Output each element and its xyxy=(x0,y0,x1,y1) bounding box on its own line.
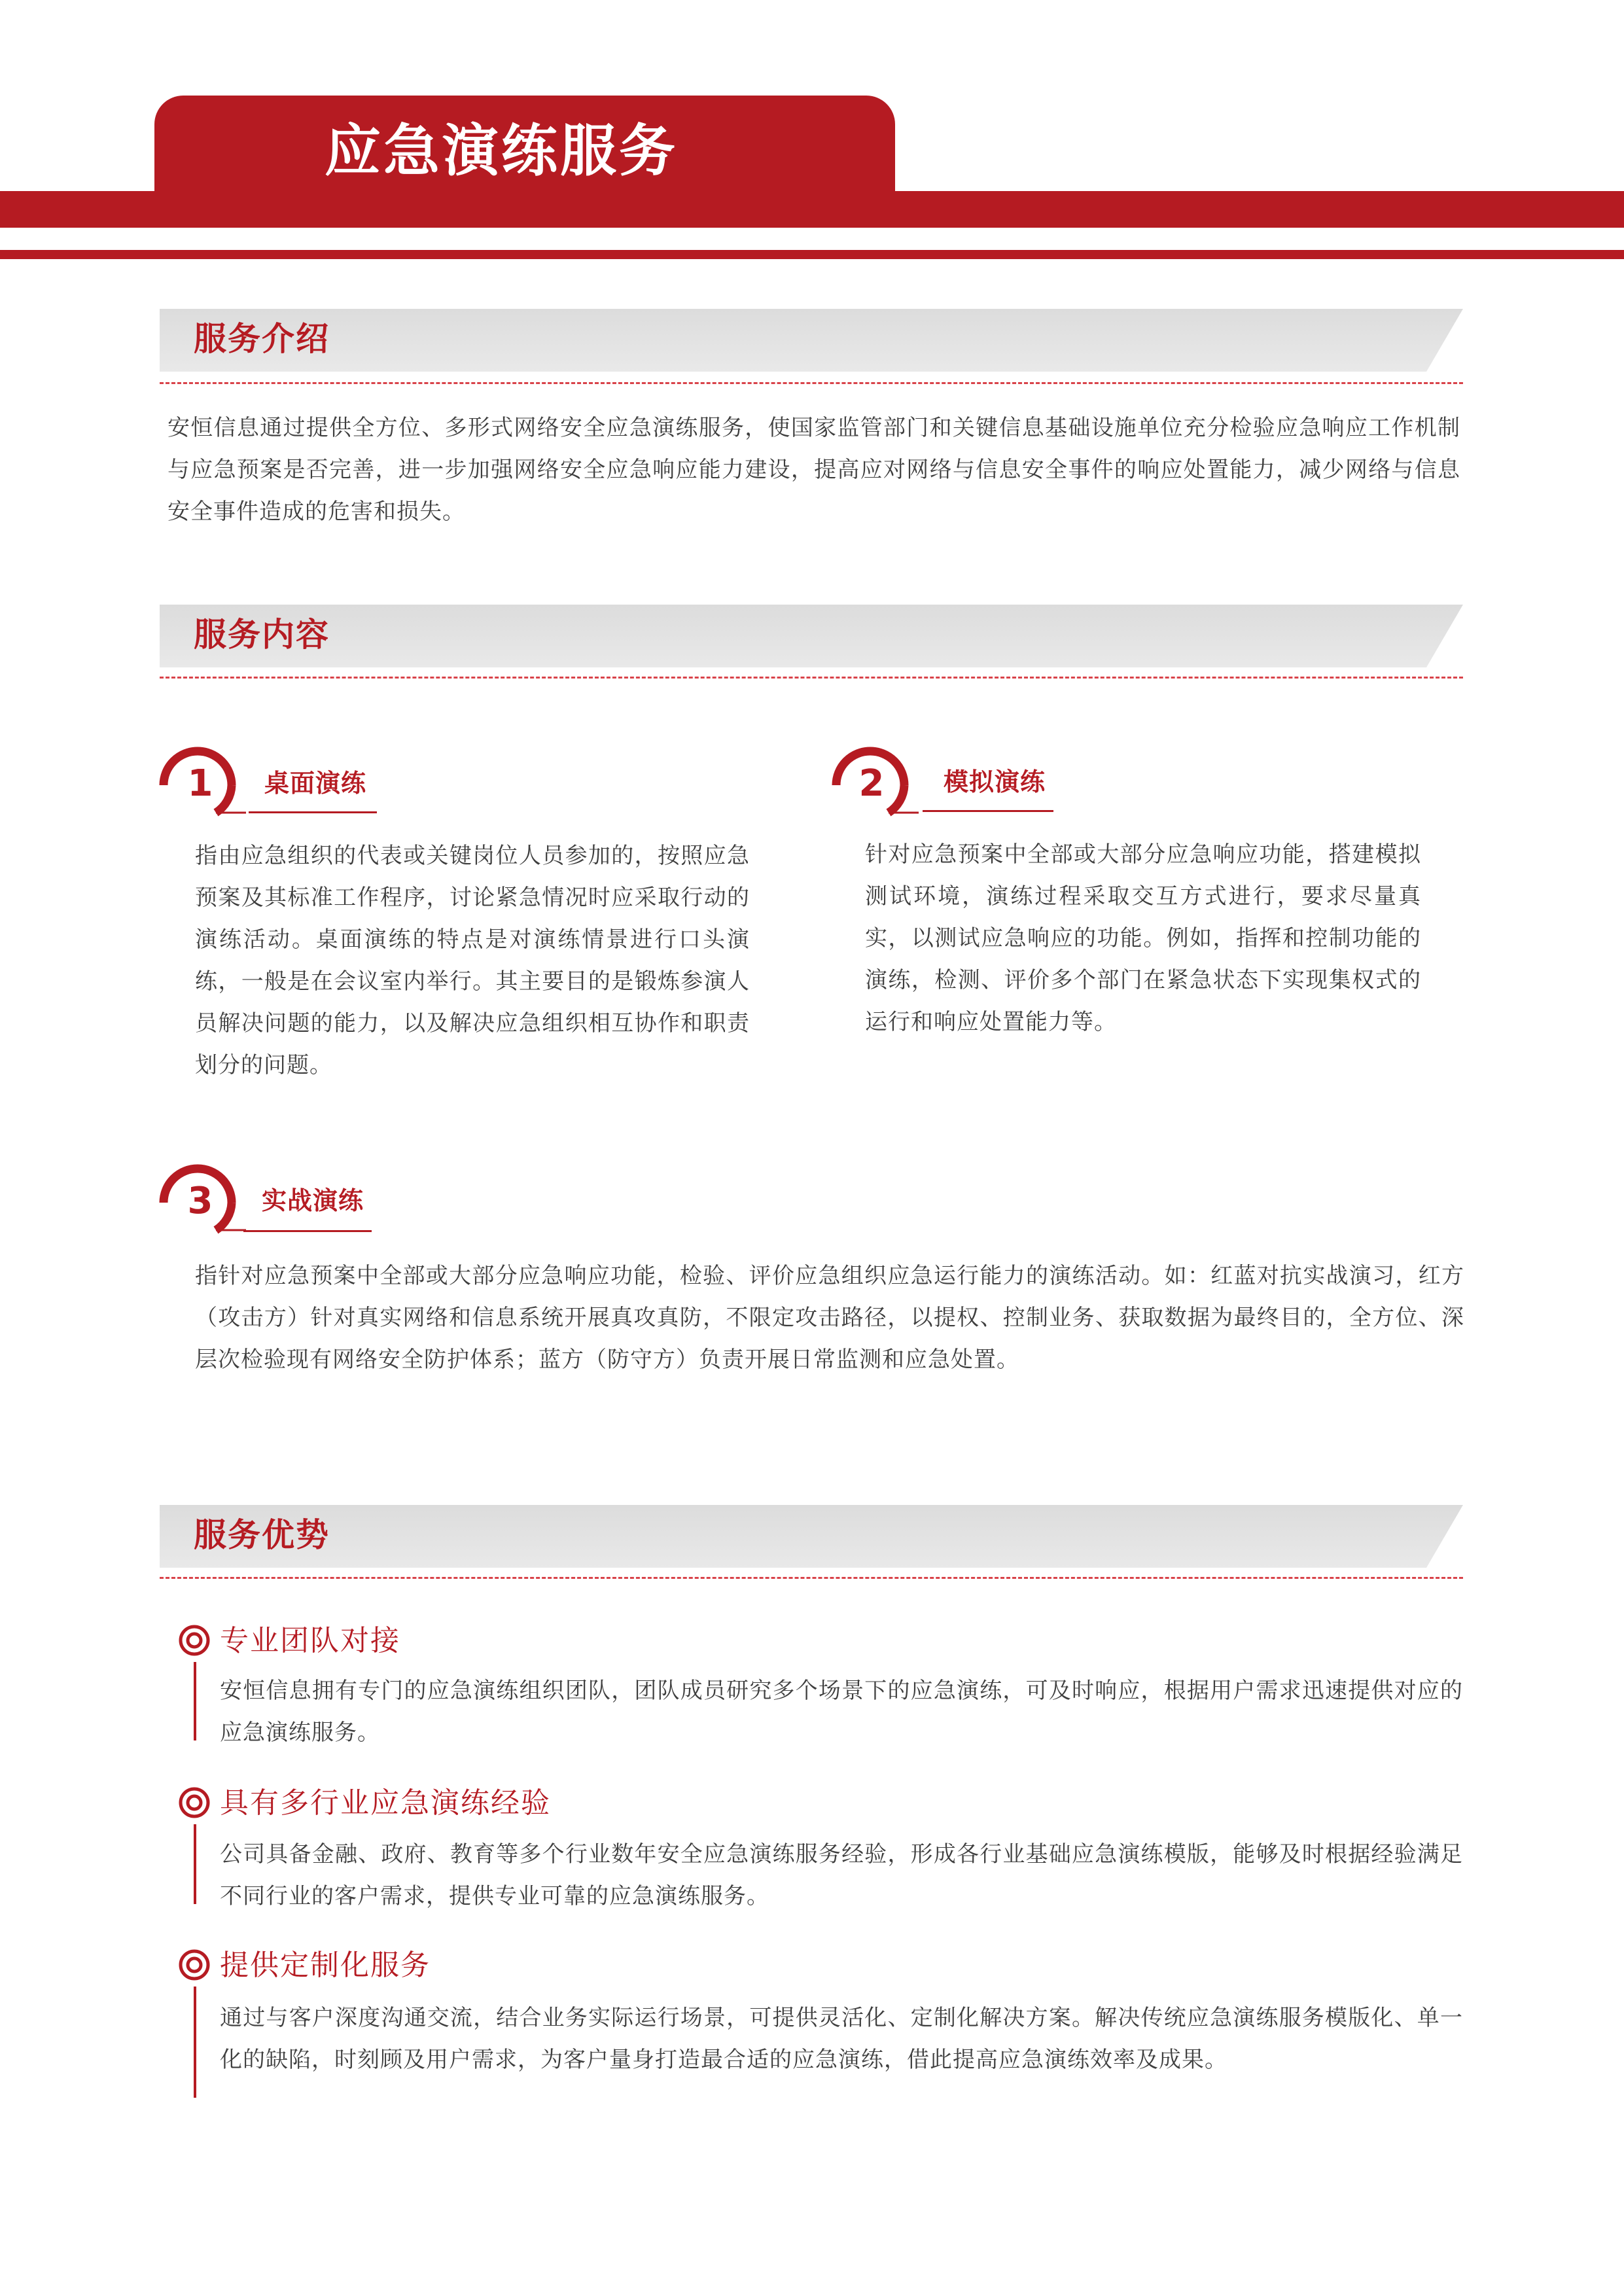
advantage-vline xyxy=(194,1824,196,1904)
banner-bar xyxy=(0,191,1624,228)
item-number-1: 1 xyxy=(187,762,213,805)
item-underline xyxy=(243,1230,372,1232)
section-header-intro xyxy=(160,309,1463,372)
item-text-2: 针对应急预案中全部或大部分应急响应功能，搭建模拟测试环境，演练过程采取交互方式进行，要求尽量真实，以测试应急响应的功能。例如，指挥和控制功能的演练，检测、评价多个部门在紧急状态下实现集权式的运行和响应处置能力等。 xyxy=(865,841,1421,1035)
page-title: 应急演练服务 xyxy=(325,118,678,184)
item-text-3: 指针对应急预案中全部或大部分应急响应功能，检验、评价应急组织应急运行能力的演练活动。如：红蓝对抗实战演习，红方（攻击方）针对真实网络和信息系统开展真攻真防，不限定攻击路径，以提权、控制业务、获取数据为最终目的，全方位、深层次检验现有网络安全防护体系；蓝方（防守方）负责开展日常监测和应急处置。 xyxy=(195,1263,1464,1373)
section-header-content xyxy=(160,605,1463,667)
item-text-1: 指由应急组织的代表或关键岗位人员参加的，按照应急预案及其标准工作程序，讨论紧急情况时应采取行动的演练活动。桌面演练的特点是对演练情景进行口头演练，一般是在会议室内举行。其主要目的是锻炼参演人员解决问题的能力，以及解决应急组织相互协作和职责划分的问题。 xyxy=(195,843,750,1078)
intro-paragraph: 安恒信息通过提供全方位、多形式网络安全应急演练服务，使国家监管部门和关键信息基础设施单位充分检验应急响应工作机制与应急预案是否完善，进一步加强网络安全应急响应能力建设，提高应对网络与信息安全事件的响应处置能力，减少网络与信息安全事件造成的危害和损失。 xyxy=(168,415,1460,525)
advantage-text-1: 安恒信息拥有专门的应急演练组织团队，团队成员研究多个场景下的应急演练，可及时响应，根据用户需求迅速提供对应的应急演练服务。 xyxy=(220,1678,1463,1746)
item-number-2: 2 xyxy=(858,762,885,805)
advantage-text-3: 通过与客户深度沟通交流，结合业务实际运行场景，可提供灵活化、定制化解决方案。解决传统应急演练服务模版化、单一化的缺陷，时刻顾及用户需求，为客户量身打造最合适的应急演练，借此提高应急演练效率及成果。 xyxy=(220,2005,1463,2073)
double-circle-icon xyxy=(178,1786,211,1819)
advantage-title-2: 具有多行业应急演练经验 xyxy=(220,1786,551,1820)
section-divider xyxy=(160,1577,1463,1579)
section-divider xyxy=(160,677,1463,679)
item-title-1: 桌面演练 xyxy=(264,769,367,798)
corner-slash-icon xyxy=(1426,309,1463,372)
item-number-3: 3 xyxy=(187,1180,213,1222)
double-circle-icon xyxy=(178,1949,211,1981)
section-header-advantages xyxy=(160,1505,1463,1568)
advantage-title-3: 提供定制化服务 xyxy=(220,1949,431,1982)
advantage-title-1: 专业团队对接 xyxy=(220,1624,400,1657)
item-underline xyxy=(923,810,1053,812)
item-title-2: 模拟演练 xyxy=(944,768,1046,796)
section-title-intro: 服务介绍 xyxy=(194,320,330,358)
banner-line xyxy=(0,250,1624,259)
section-divider xyxy=(160,382,1463,384)
advantage-vline xyxy=(194,1987,196,2098)
advantage-text-2: 公司具备金融、政府、教育等多个行业数年安全应急演练服务经验，形成各行业基础应急演练模版，能够及时根据经验满足不同行业的客户需求，提供专业可靠的应急演练服务。 xyxy=(220,1841,1463,1909)
section-title-advantages: 服务优势 xyxy=(194,1516,330,1554)
item-underline xyxy=(249,811,377,813)
section-title-content: 服务内容 xyxy=(194,616,330,654)
advantage-vline xyxy=(194,1662,196,1740)
corner-slash-icon xyxy=(1426,1505,1463,1568)
corner-slash-icon xyxy=(1426,605,1463,667)
double-circle-icon xyxy=(178,1624,211,1657)
item-title-3: 实战演练 xyxy=(262,1186,364,1215)
